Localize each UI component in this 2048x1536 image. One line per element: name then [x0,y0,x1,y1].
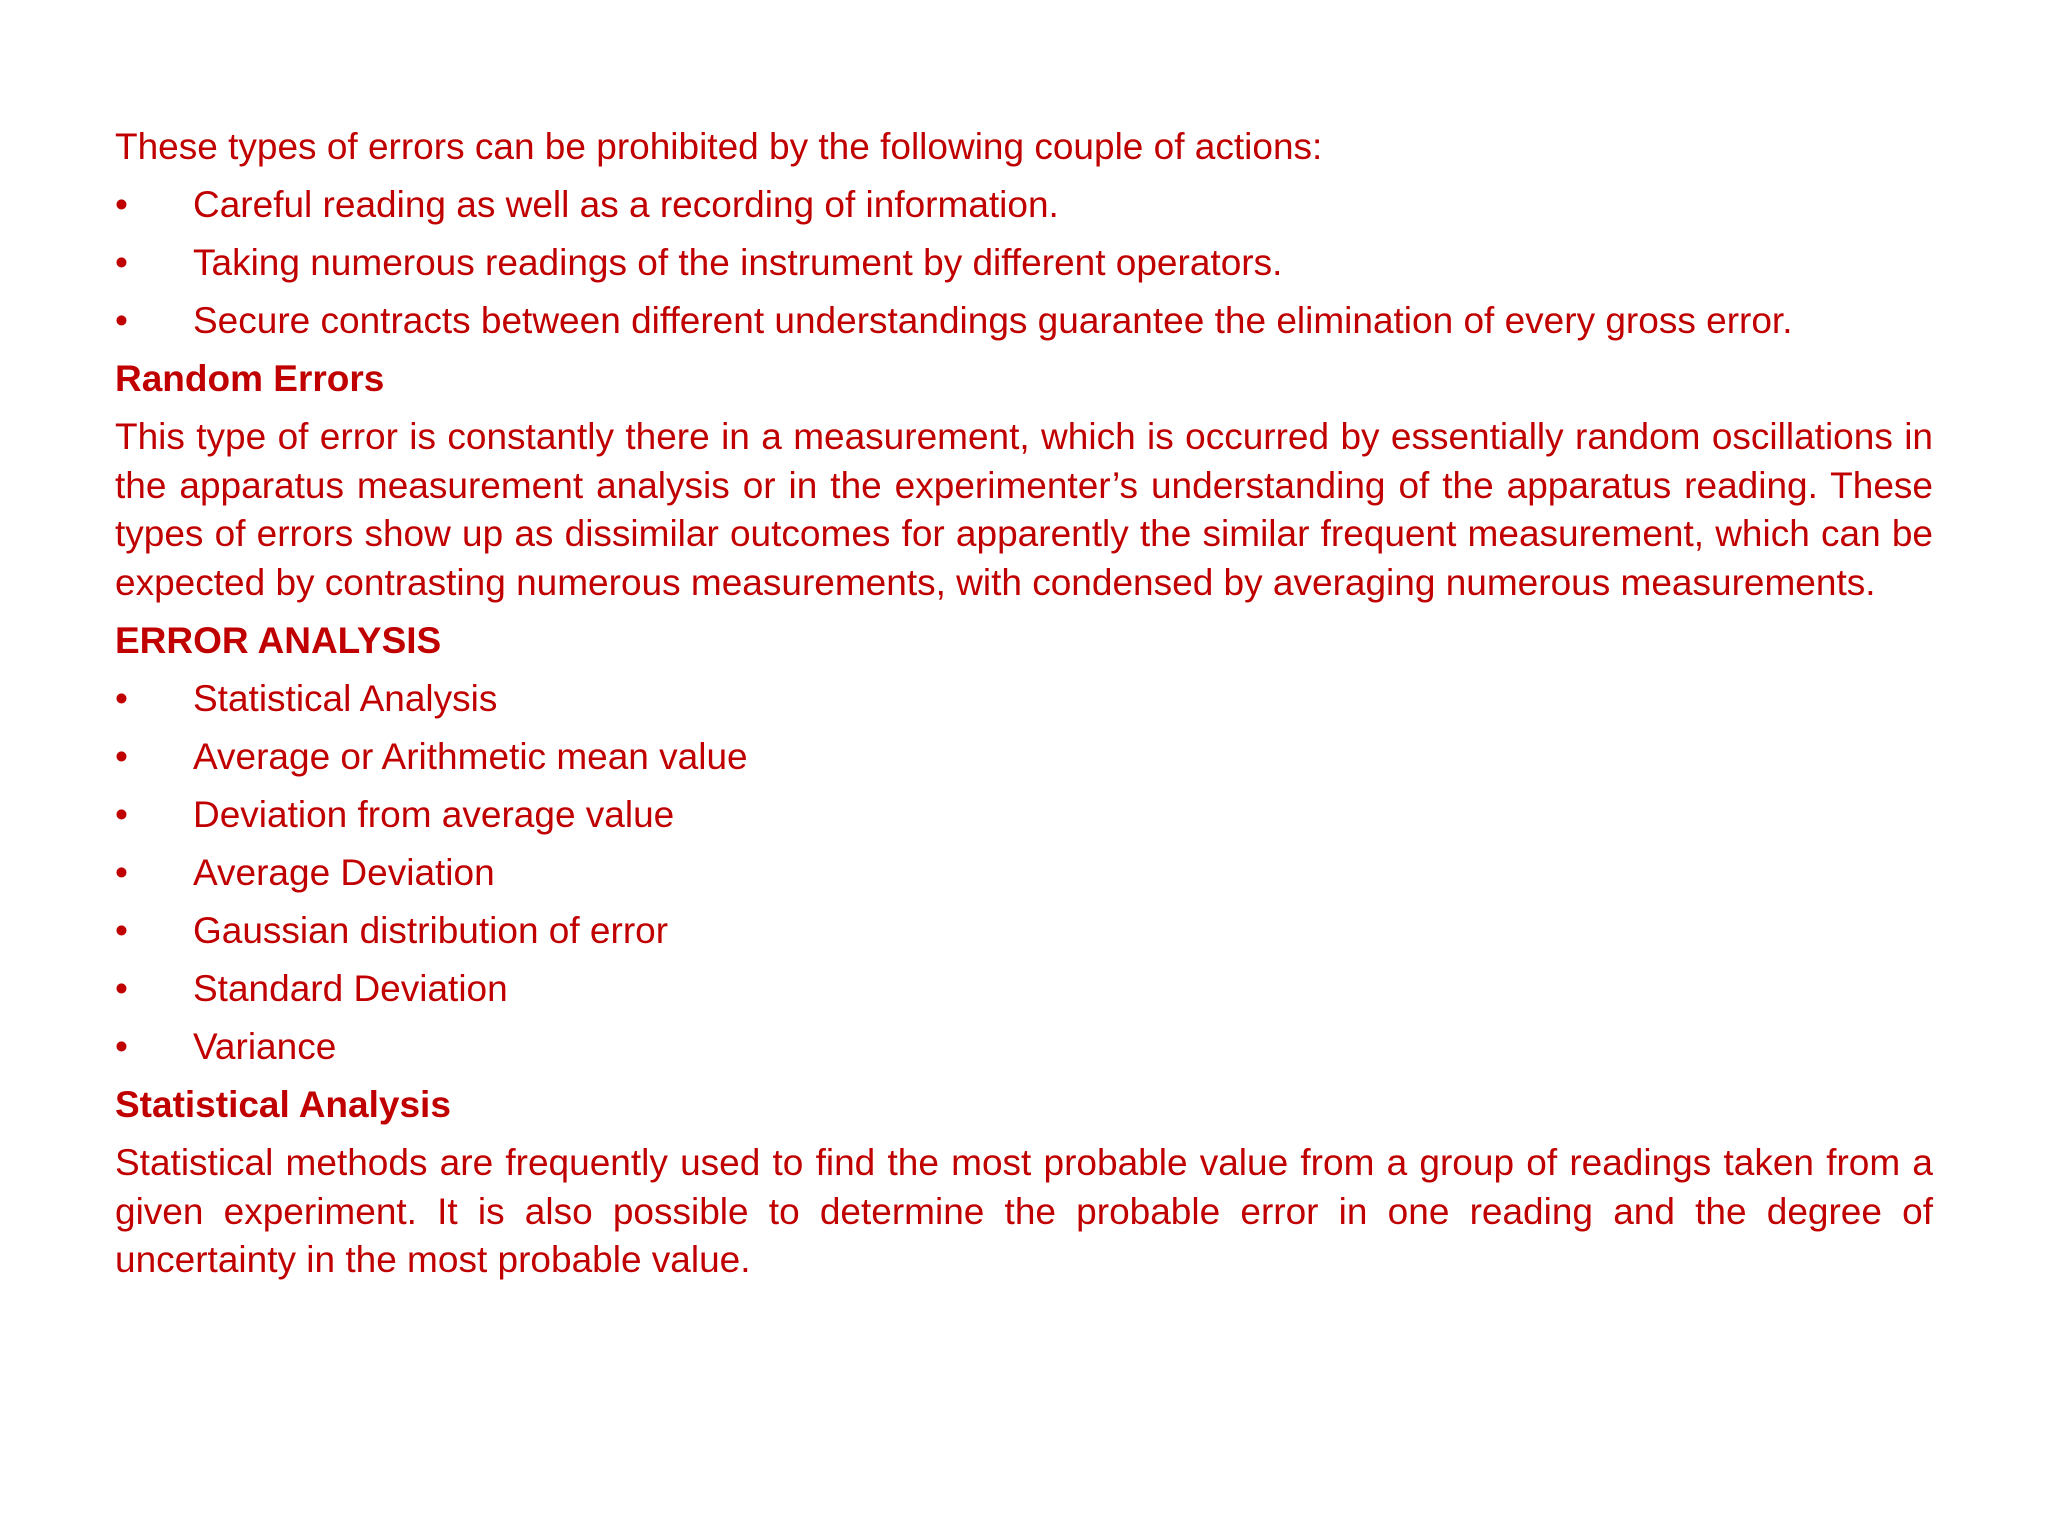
random-errors-paragraph: This type of error is constantly there in a measurement, which is occurred by essentially random oscillations in the apparatus measurement analysis or in the experimenter’s understanding of the apparatus reading. These types of errors show up as dissimilar outcomes for apparently the similar frequent measurement, which can be expected by contrasting numerous measurements, with condensed by averaging numerous measurements. [115,416,1933,603]
bullet-icon: • [115,678,128,719]
list-item-text: Average Deviation [193,852,495,893]
statistical-analysis-heading: Statistical Analysis [115,1084,451,1125]
list-item-text: Taking numerous readings of the instrument by different operators. [193,242,1283,283]
bullet-icon: • [115,1026,128,1067]
error-analysis-list [115,670,1933,1076]
list-item [115,292,1933,350]
document-page [115,118,1933,1290]
list-item-text: Secure contracts between different understandings guarantee the elimination of every gross error. [193,300,1793,341]
list-item [115,728,1933,786]
gross-error-actions-list [115,176,1933,350]
list-item-text: Deviation from average value [193,794,675,835]
list-item [115,786,1933,844]
list-item [115,902,1933,960]
list-item-text: Careful reading as well as a recording of information. [193,184,1059,225]
statistical-analysis-paragraph: Statistical methods are frequently used to find the most probable value from a group of readings taken from a given experiment. It is also possible to determine the probable error in one reading and the degree of uncertainty in the most probable value. [115,1142,1933,1280]
list-item [115,670,1933,728]
bullet-icon: • [115,736,128,777]
list-item [115,960,1933,1018]
list-item-text: Statistical Analysis [193,678,498,719]
random-errors-heading: Random Errors [115,358,385,399]
list-item [115,844,1933,902]
bullet-icon: • [115,910,128,951]
bullet-icon: • [115,300,128,341]
list-item-text: Gaussian distribution of error [193,910,669,951]
bullet-icon: • [115,852,128,893]
list-item-text: Standard Deviation [193,968,508,1009]
bullet-icon: • [115,184,128,225]
list-item [115,234,1933,292]
list-item [115,1018,1933,1076]
list-item-text: Variance [193,1026,337,1067]
bullet-icon: • [115,242,128,283]
list-item [115,176,1933,234]
intro-text: These types of errors can be prohibited by the following couple of actions: [115,126,1323,167]
error-analysis-heading: ERROR ANALYSIS [115,620,442,661]
bullet-icon: • [115,968,128,1009]
bullet-icon: • [115,794,128,835]
list-item-text: Average or Arithmetic mean value [193,736,748,777]
